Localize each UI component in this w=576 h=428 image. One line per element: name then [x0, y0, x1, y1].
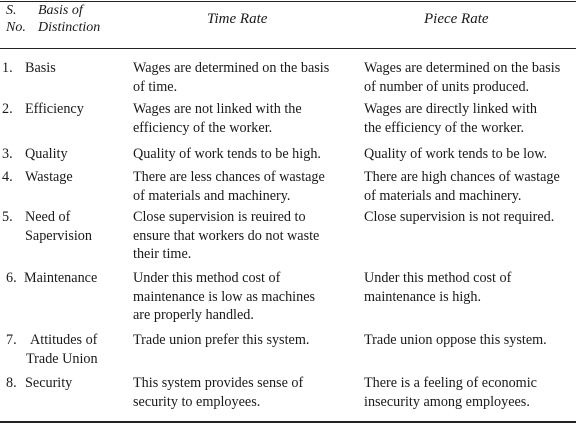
row-time-line: There are less chances of wastage — [133, 169, 325, 185]
row-basis-line: Quality — [25, 146, 68, 162]
row-basis — [25, 374, 125, 393]
row-basis-line: Basis — [25, 60, 56, 76]
row-basis — [26, 331, 130, 368]
row-piece-line: the efficiency of the worker. — [364, 119, 525, 136]
table-bottom-rule — [0, 421, 576, 423]
row-time-rate — [133, 208, 349, 264]
row-basis — [25, 168, 125, 187]
row-basis — [25, 208, 125, 245]
row-basis-line: Maintenance — [24, 270, 98, 286]
row-time-rate — [133, 269, 349, 325]
row-piece-line: Close supervision is not required. — [364, 209, 555, 225]
row-number: 3. — [2, 146, 13, 162]
row-time-rate — [133, 331, 349, 350]
header-bottom-rule — [0, 48, 576, 49]
row-basis-line: Need of — [25, 209, 71, 225]
header-basis-line1: Basis of — [38, 3, 83, 18]
row-piece-rate — [364, 331, 572, 350]
row-piece-rate — [364, 100, 572, 137]
row-basis — [25, 145, 125, 164]
row-time-line: ensure that workers do not waste — [133, 227, 320, 244]
header-basis — [38, 2, 100, 36]
header-sno-line1: S. — [6, 3, 17, 18]
header-sno — [6, 2, 26, 36]
row-basis-line: Security — [25, 375, 73, 391]
row-basis — [24, 269, 124, 288]
row-number: 1. — [2, 60, 13, 76]
row-piece-line: of materials and machinery. — [364, 187, 522, 204]
row-piece-rate — [364, 374, 572, 411]
row-number: 4. — [2, 169, 13, 185]
row-time-rate — [133, 59, 349, 96]
row-number: 6. — [6, 270, 17, 286]
row-piece-line: of number of units produced. — [364, 78, 530, 95]
row-basis — [25, 59, 125, 78]
row-time-rate — [133, 168, 349, 205]
row-piece-rate — [364, 208, 572, 227]
row-basis-line: Sapervision — [25, 227, 92, 244]
row-time-rate — [133, 374, 349, 411]
header-time-rate: Time Rate — [207, 11, 268, 27]
row-time-line: of materials and machinery. — [133, 187, 291, 204]
row-time-line: Under this method cost of — [133, 270, 281, 286]
row-time-line: Wages are determined on the basis — [133, 60, 330, 76]
row-time-line: Quality of work tends to be high. — [133, 146, 321, 162]
row-time-line: their time. — [133, 246, 192, 262]
row-piece-line: There is a feeling of economic — [364, 375, 537, 391]
row-time-rate — [133, 145, 349, 164]
row-piece-line: Wages are determined on the basis — [364, 60, 561, 76]
row-time-line: Trade union prefer this system. — [133, 332, 310, 348]
row-piece-line: Wages are directly linked with — [364, 101, 537, 117]
row-time-line: of time. — [133, 78, 178, 95]
row-basis-line: Efficiency — [25, 101, 84, 117]
row-time-line: are properly handled. — [133, 307, 254, 323]
header-piece-rate: Piece Rate — [424, 11, 489, 27]
row-time-line: maintenance is low as machines — [133, 288, 316, 305]
row-piece-rate — [364, 145, 572, 164]
row-number: 8. — [6, 375, 17, 391]
row-basis-line: Wastage — [25, 169, 73, 185]
row-basis — [25, 100, 125, 119]
header-basis-line2: Distinction — [38, 20, 101, 35]
row-basis-line: Attitudes of — [30, 332, 98, 348]
row-piece-line: insecurity among employees. — [364, 393, 530, 410]
row-time-line: security to employees. — [133, 393, 261, 410]
row-time-line: efficiency of the worker. — [133, 119, 273, 136]
row-piece-line: Quality of work tends to be low. — [364, 146, 548, 162]
row-piece-line: Trade union oppose this system. — [364, 332, 547, 348]
row-piece-rate — [364, 59, 572, 96]
row-number: 2. — [2, 101, 13, 117]
row-time-line: Wages are not linked with the — [133, 101, 302, 117]
row-piece-line: maintenance is high. — [364, 288, 482, 305]
row-piece-line: Under this method cost of — [364, 270, 512, 286]
row-time-rate — [133, 100, 349, 137]
row-piece-line: There are high chances of wastage — [364, 169, 560, 185]
row-number: 5. — [2, 209, 13, 225]
header-sno-line2: No. — [6, 20, 26, 35]
row-piece-rate — [364, 269, 572, 306]
row-number: 7. — [6, 332, 17, 348]
row-piece-rate — [364, 168, 572, 205]
row-time-line: This system provides sense of — [133, 375, 304, 391]
row-basis-line: Trade Union — [26, 350, 98, 367]
row-time-line: Close supervision is reuired to — [133, 209, 306, 225]
